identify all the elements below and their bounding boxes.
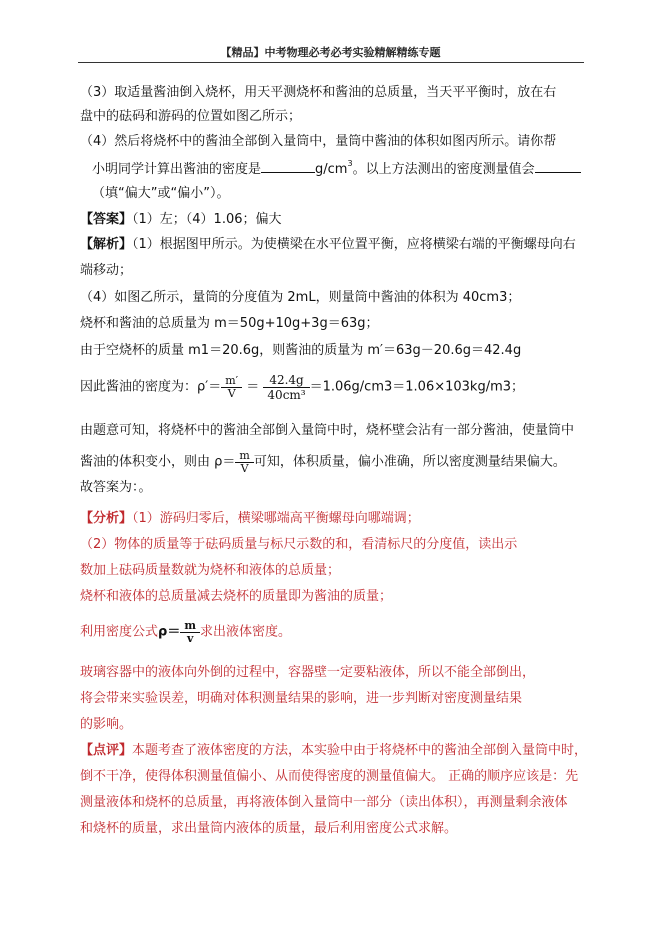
jiexi-text-7a: 酱油的体积变小，则由 ρ＝ [80,454,236,470]
fraction-rho [235,450,253,475]
jiexi-line-4: 烧杯和酱油的总质量为 m＝50g+10g+3g＝63g； [80,316,379,331]
q3-line-1: （3）取适量酱油倒入烧杯，用天平测烧杯和酱油的总质量，当天平平衡时，放在右 [80,85,557,100]
fraction-m-over-v [221,375,242,400]
frac2-num: 42.4g [263,373,309,388]
dianping-line-3: 测量液体和烧杯的总质量，再将液体倒入量筒中一部分（读出体积），再测量剩余液体 [80,795,568,810]
fenxi-text-5a: 利用密度公式 [80,624,159,640]
fenxi-line-8: 的影响。 [80,717,133,732]
fenxi-line-2: （2）物体的质量等于砝码质量与标尺示数的和，看清标尺的分度值，读出示 [80,537,518,552]
jiexi-line-7 [80,450,566,475]
fenxi-line-7: 将会带来实验误差，明确对体积测量结果的影响，进一步判断对密度测量结果 [80,691,523,706]
q3-line-2: 盘中的砝码和游码的位置如图乙所示； [80,109,302,124]
density-prefix: 因此酱油的密度为：ρ′＝ [80,379,222,395]
jiexi-line-3: （4）如图乙所示，量筒的分度值为 2mL，则量筒中酱油的体积为 40cm3； [80,290,521,305]
frac3-num: m [235,450,253,463]
frac1-num: m′ [221,375,242,388]
jiexi-text-7b: 可知，体积质量，偏小准确，所以密度测量结果偏大。 [253,454,566,470]
jiexi-text-1: （1）根据图甲所示。为使横梁在水平位置平衡，应将横梁右端的平衡螺母向右 [132,237,576,252]
header-divider [78,62,584,63]
dianping-line-1 [80,743,587,759]
answer-blank-bias [535,160,581,173]
density-suffix: ＝1.06g/cm3＝1.06×103kg/m3； [309,379,525,395]
fenxi-frac-num: m [180,620,200,633]
q4-line-3: （填“偏大”或“偏小”）。 [92,186,230,201]
jiexi-line-1 [80,237,576,253]
frac2-den: 40cm³ [267,388,306,402]
q4-text-a: 小明同学计算出酱油的密度是 [92,162,262,177]
jiexi-line-5: 由于空烧杯的质量 m1＝20.6g，则酱油的质量为 m′＝63g－20.6g＝42.4g [80,343,522,358]
q4-line-1: （4）然后将烧杯中的酱油全部倒入量筒中，量筒中酱油的体积如图丙所示。请你帮 [80,134,557,149]
jiexi-line-6: 由题意可知，将烧杯中的酱油全部倒入量筒中时，烧杯壁会沾有一部分酱油，使量筒中 [80,423,575,438]
frac3-den: V [240,462,249,475]
fenxi-text-1: （1）游码归零后，横梁哪端高平衡螺母向哪端调； [132,511,420,526]
page-header: 【精品】中考物理必考必考实验精解精练专题 [220,46,441,59]
unit-text: g/cm [315,162,348,177]
fraction-values [263,373,309,402]
jiexi-line-8: 故答案为：。 [80,480,152,495]
fenxi-rho: ρ＝ [158,624,181,640]
jiexi-tag: 【解析】 [80,237,133,252]
dianping-tag: 【点评】 [80,743,133,758]
fenxi-frac-den: v [186,632,194,645]
fenxi-text-5b: 求出液体密度。 [199,624,291,640]
fenxi-line-1 [80,511,420,527]
fenxi-line-5 [80,620,291,645]
density-formula-line: 因此酱油的密度为：ρ′＝ $\frac{m'}{V}$ ＝ $\frac{42.4g}{\text{40cm³}}$ ＝1.06g/cm3＝1.06×103kg/m3； [80,373,525,402]
dianping-text-1: 本题考查了液体密度的方法，本实验中由于将烧杯中的酱油全部倒入量筒中时， [132,743,588,758]
answer-text: （1）左；（4）1.06；偏大 [132,212,282,227]
frac1-den: V [227,387,236,400]
q4-line-2: 小明同学计算出酱油的密度是 $g/cm^3$。以上方法测出的密度测量值会 [92,160,581,178]
answer-blank-density [261,160,315,173]
fenxi-fraction [180,620,200,645]
dianping-line-4: 和烧杯的质量，求出量筒内液体的质量，最后利用密度公式求解。 [80,821,458,836]
fenxi-tag: 【分析】 [80,511,133,526]
fenxi-line-4: 烧杯和液体的总质量减去烧杯的质量即为酱油的质量； [80,589,393,604]
dianping-line-2: 倒不干净，使得体积测量值偏小、从而使得密度的测量值偏大。 正确的顺序应该是：先 [80,769,579,784]
fenxi-line-6: 玻璃容器中的液体向外倒的过程中，容器壁一定要粘液体，所以不能全部倒出， [80,665,536,680]
q4-text-c: 。以上方法测出的密度测量值会 [352,162,535,177]
answer-line [80,212,282,228]
fenxi-line-3: 数加上砝码质量数就为烧杯和液体的总质量； [80,563,341,578]
answer-tag: 【答案】 [80,212,133,227]
jiexi-line-2: 端移动； [80,263,133,278]
